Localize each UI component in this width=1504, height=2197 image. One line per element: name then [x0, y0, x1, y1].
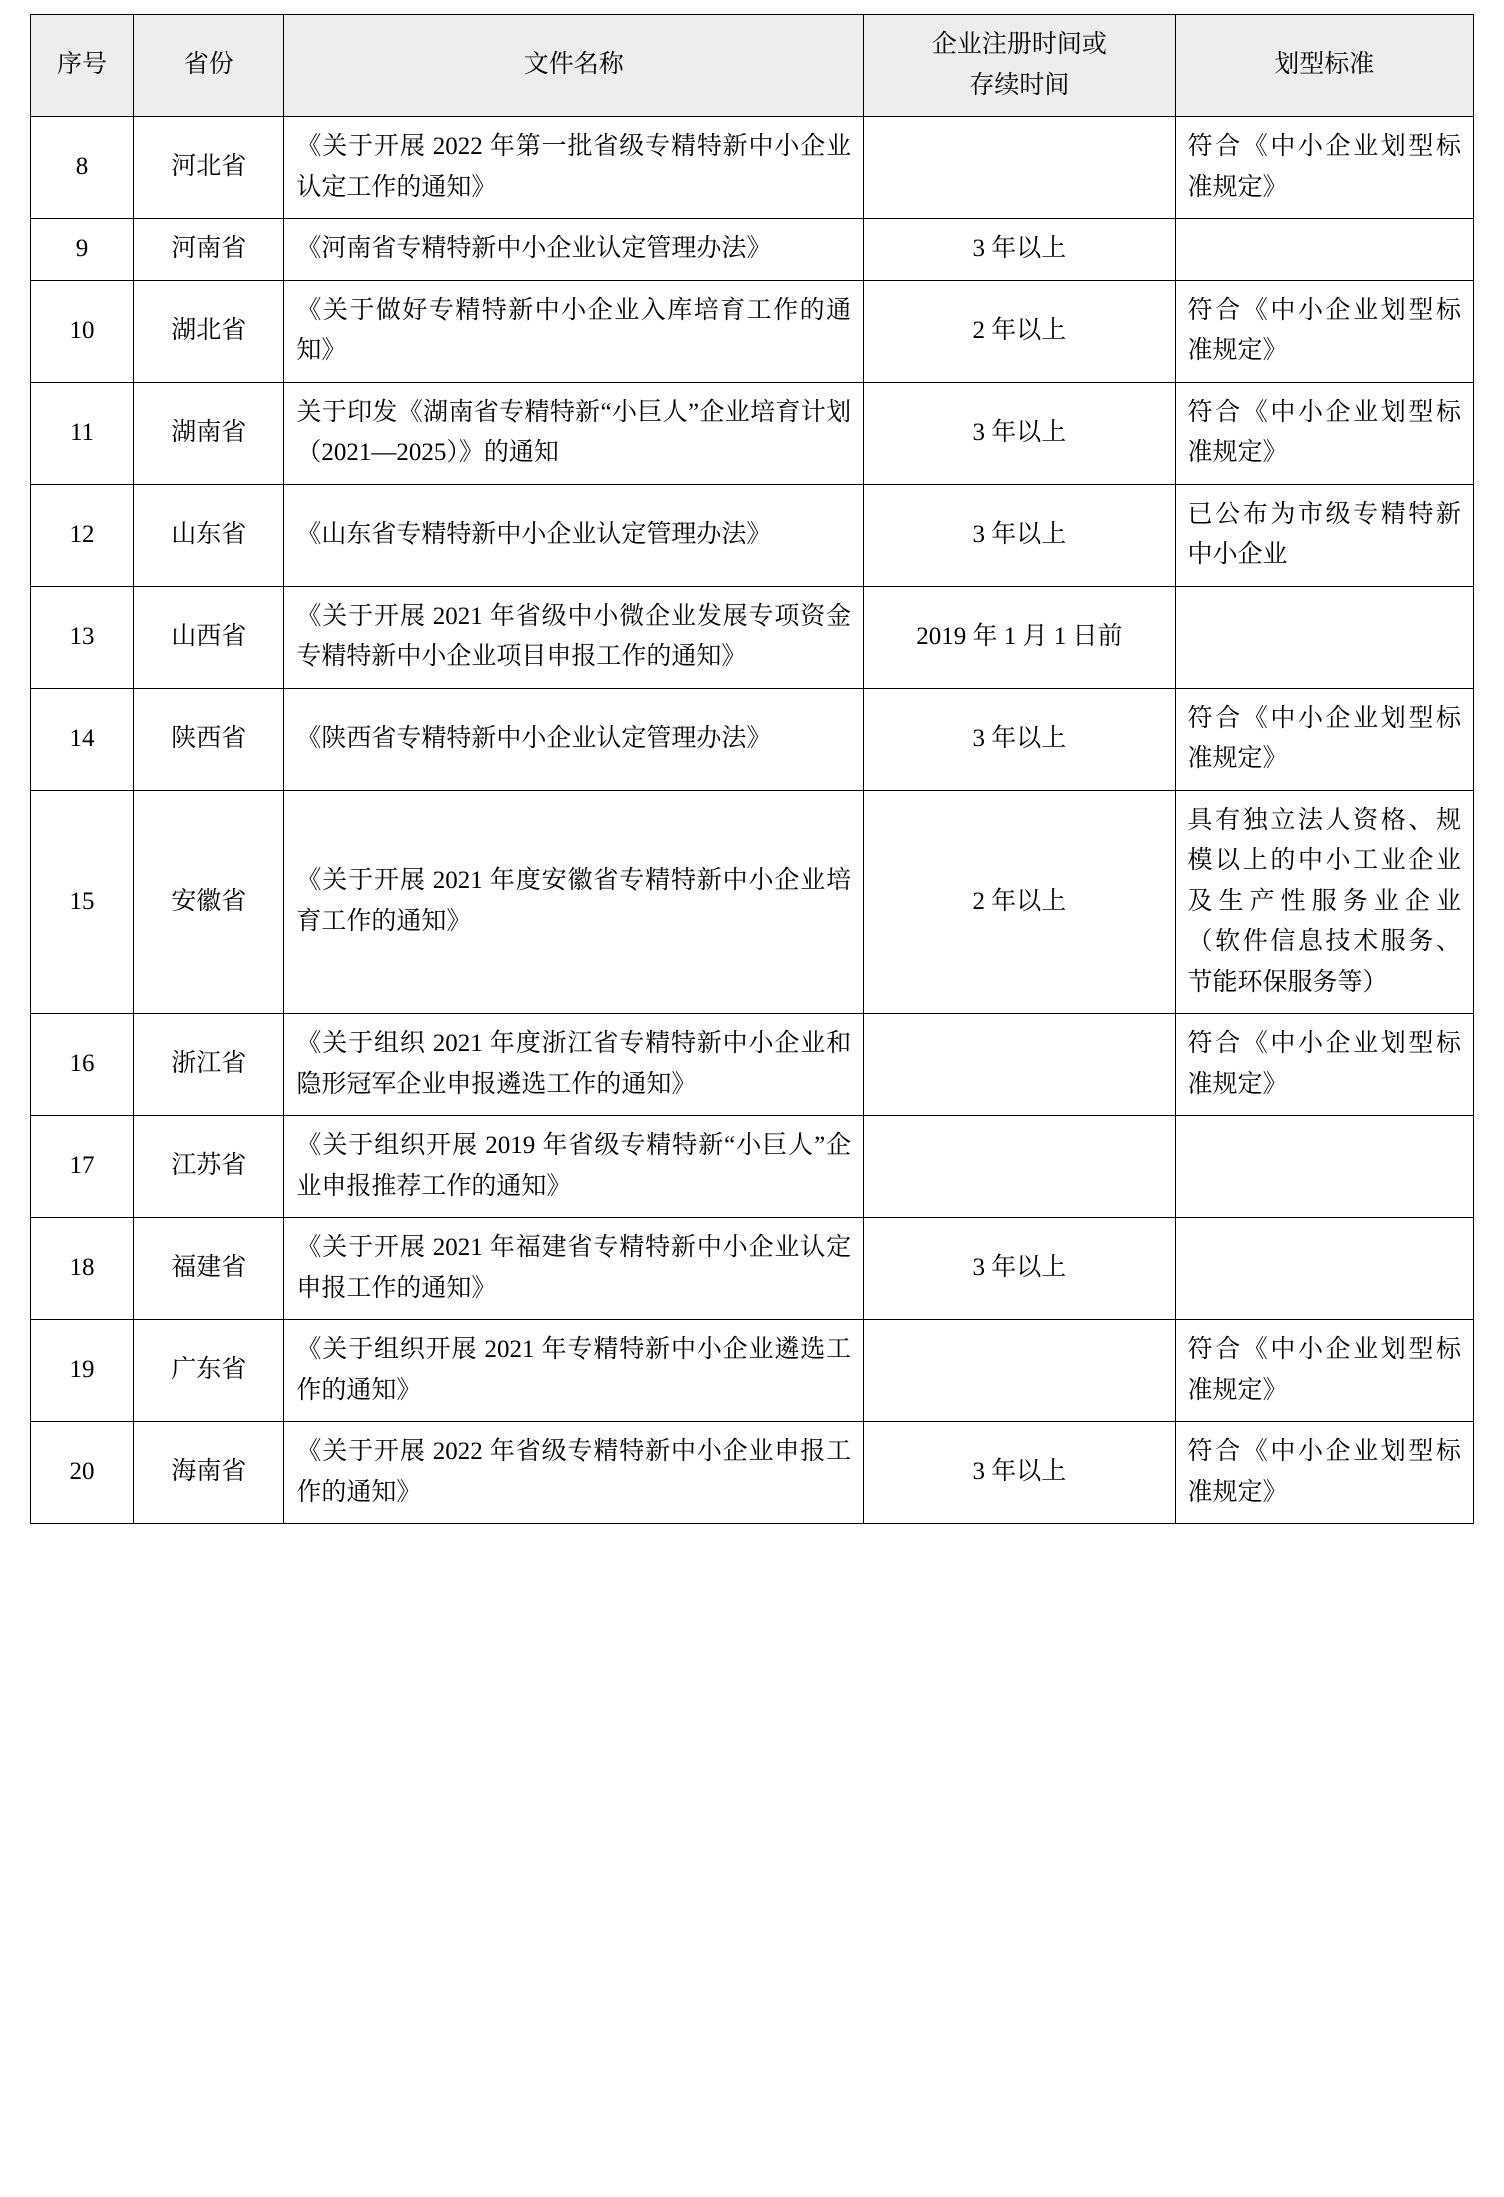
header-cell-time-line2: 存续时间	[969, 71, 1070, 99]
cell-standard	[1175, 1218, 1474, 1320]
cell-standard: 具有独立法人资格、规模以上的中小工业企业及生产性服务业企业（软件信息技术服务、节能环保服务等）	[1175, 790, 1474, 1014]
header-cell-seq: 序号	[31, 15, 134, 117]
table-row	[31, 117, 1474, 219]
header-cell-file: 文件名称	[284, 15, 864, 117]
table-row	[31, 586, 1474, 688]
cell-time: 2019 年 1 月 1 日前	[864, 586, 1175, 688]
cell-standard: 符合《中小企业划型标准规定》	[1175, 1320, 1474, 1422]
table-row	[31, 1422, 1474, 1524]
cell-province: 福建省	[134, 1218, 284, 1320]
cell-seq: 16	[31, 1014, 134, 1116]
cell-file: 《陕西省专精特新中小企业认定管理办法》	[284, 688, 864, 790]
cell-province: 山东省	[134, 484, 284, 586]
cell-time	[864, 1014, 1175, 1116]
cell-province: 江苏省	[134, 1116, 284, 1218]
table-row	[31, 1116, 1474, 1218]
cell-file: 《关于开展 2022 年第一批省级专精特新中小企业认定工作的通知》	[284, 117, 864, 219]
header-row	[31, 15, 1474, 117]
cell-standard: 符合《中小企业划型标准规定》	[1175, 1422, 1474, 1524]
cell-seq: 10	[31, 280, 134, 382]
cell-time: 3 年以上	[864, 484, 1175, 586]
cell-province: 浙江省	[134, 1014, 284, 1116]
table-row	[31, 280, 1474, 382]
cell-file: 《关于组织 2021 年度浙江省专精特新中小企业和隐形冠军企业申报遴选工作的通知》	[284, 1014, 864, 1116]
cell-standard: 已公布为市级专精特新中小企业	[1175, 484, 1474, 586]
cell-seq: 13	[31, 586, 134, 688]
policy-table	[30, 14, 1474, 1524]
table-row	[31, 1014, 1474, 1116]
cell-seq: 18	[31, 1218, 134, 1320]
header-cell-time-line1: 企业注册时间或	[931, 31, 1107, 58]
cell-time: 2 年以上	[864, 280, 1175, 382]
cell-province: 陕西省	[134, 688, 284, 790]
cell-standard: 符合《中小企业划型标准规定》	[1175, 688, 1474, 790]
header-cell-province: 省份	[134, 15, 284, 117]
cell-file: 《关于做好专精特新中小企业入库培育工作的通知》	[284, 280, 864, 382]
table-row	[31, 219, 1474, 281]
cell-time	[864, 117, 1175, 219]
cell-file: 《河南省专精特新中小企业认定管理办法》	[284, 219, 864, 281]
cell-seq: 17	[31, 1116, 134, 1218]
cell-standard: 符合《中小企业划型标准规定》	[1175, 117, 1474, 219]
cell-seq: 19	[31, 1320, 134, 1422]
cell-file: 《关于开展 2022 年省级专精特新中小企业申报工作的通知》	[284, 1422, 864, 1524]
table-row	[31, 1218, 1474, 1320]
cell-time	[864, 1116, 1175, 1218]
cell-seq: 15	[31, 790, 134, 1014]
cell-file: 《关于组织开展 2019 年省级专精特新“小巨人”企业申报推荐工作的通知》	[284, 1116, 864, 1218]
table-body	[31, 117, 1474, 1524]
cell-province: 安徽省	[134, 790, 284, 1014]
cell-file: 《山东省专精特新中小企业认定管理办法》	[284, 484, 864, 586]
cell-seq: 8	[31, 117, 134, 219]
cell-seq: 12	[31, 484, 134, 586]
cell-file: 《关于开展 2021 年福建省专精特新中小企业认定申报工作的通知》	[284, 1218, 864, 1320]
table-header	[31, 15, 1474, 117]
cell-time: 3 年以上	[864, 1218, 1175, 1320]
cell-file: 《关于组织开展 2021 年专精特新中小企业遴选工作的通知》	[284, 1320, 864, 1422]
cell-time: 2 年以上	[864, 790, 1175, 1014]
cell-province: 湖北省	[134, 280, 284, 382]
cell-standard	[1175, 219, 1474, 281]
cell-time: 3 年以上	[864, 382, 1175, 484]
cell-seq: 14	[31, 688, 134, 790]
table-row	[31, 382, 1474, 484]
cell-file: 《关于开展 2021 年省级中小微企业发展专项资金专精特新中小企业项目申报工作的通知》	[284, 586, 864, 688]
cell-standard: 符合《中小企业划型标准规定》	[1175, 280, 1474, 382]
cell-province: 海南省	[134, 1422, 284, 1524]
cell-province: 山西省	[134, 586, 284, 688]
header-cell-standard: 划型标准	[1175, 15, 1474, 117]
cell-standard	[1175, 1116, 1474, 1218]
cell-file: 《关于开展 2021 年度安徽省专精特新中小企业培育工作的通知》	[284, 790, 864, 1014]
table-row	[31, 484, 1474, 586]
cell-time: 3 年以上	[864, 1422, 1175, 1524]
cell-province: 河北省	[134, 117, 284, 219]
table-row	[31, 790, 1474, 1014]
cell-time: 3 年以上	[864, 688, 1175, 790]
cell-standard	[1175, 586, 1474, 688]
cell-province: 湖南省	[134, 382, 284, 484]
cell-province: 广东省	[134, 1320, 284, 1422]
cell-province: 河南省	[134, 219, 284, 281]
table-row	[31, 1320, 1474, 1422]
cell-seq: 9	[31, 219, 134, 281]
cell-time: 3 年以上	[864, 219, 1175, 281]
cell-time	[864, 1320, 1175, 1422]
cell-standard: 符合《中小企业划型标准规定》	[1175, 382, 1474, 484]
cell-seq: 20	[31, 1422, 134, 1524]
cell-seq: 11	[31, 382, 134, 484]
header-cell-time	[864, 15, 1175, 117]
cell-standard: 符合《中小企业划型标准规定》	[1175, 1014, 1474, 1116]
table-row	[31, 688, 1474, 790]
cell-file: 关于印发《湖南省专精特新“小巨人”企业培育计划（2021—2025）》的通知	[284, 382, 864, 484]
